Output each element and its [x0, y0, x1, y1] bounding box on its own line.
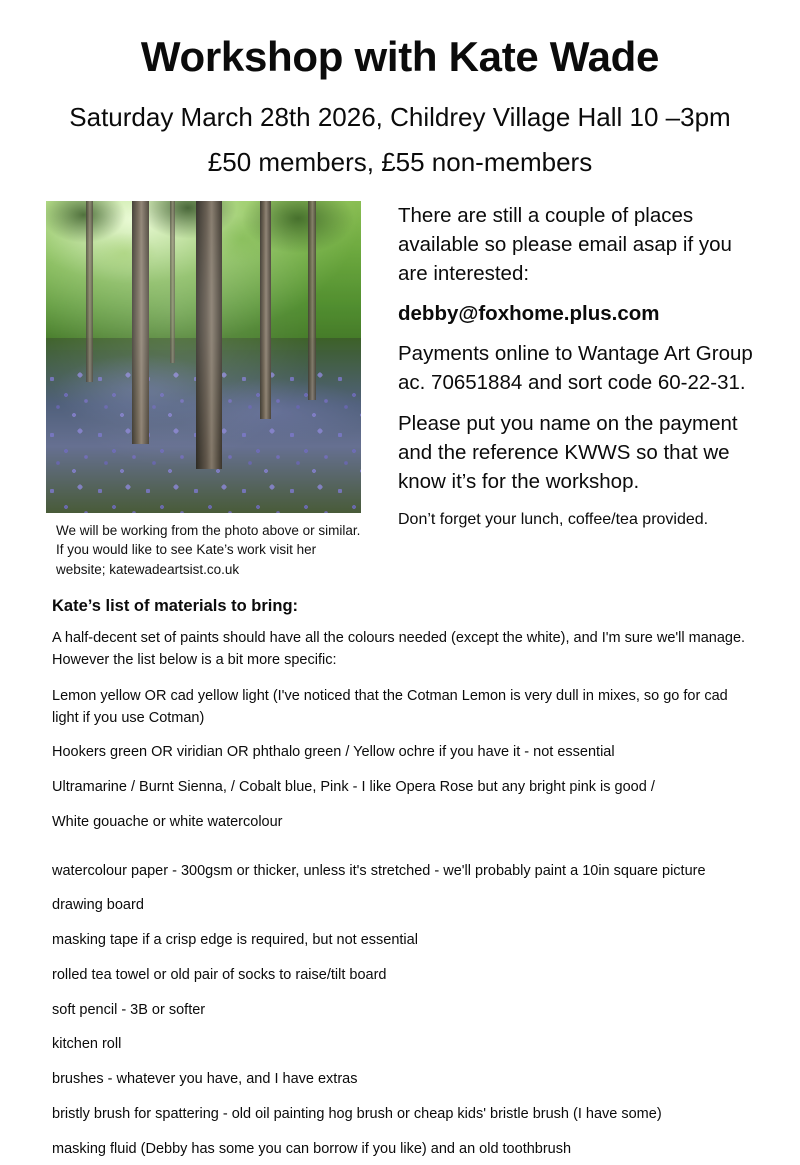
list-item: brushes - whatever you have, and I have extras	[52, 1071, 358, 1087]
availability-text: There are still a couple of places available so please email asap if you are interested:	[398, 203, 732, 285]
list-item: masking fluid (Debby has some you can borrow if you like) and an old toothbrush	[52, 1140, 572, 1157]
list-item: Lemon yellow OR cad yellow light (I've noticed that the Cotman Lemon is very dull in mixes, so go for cad light if you use Cotman)	[52, 687, 728, 726]
list-item: drawing board	[52, 897, 144, 914]
equipment-list	[52, 861, 754, 1161]
details-column	[364, 201, 754, 532]
materials-heading: Kate’s list of materials to bring:	[52, 597, 299, 616]
photo-column	[46, 201, 364, 580]
bluebell-woodland-photo	[46, 201, 361, 513]
list-item: Ultramarine / Burnt Sienna, / Cobalt blue, Pink - I like Opera Rose but any bright pink is good /	[52, 779, 655, 795]
list-item: watercolour paper - 300gsm or thicker, unless it's stretched - we'll probably paint a 10in square picture	[52, 862, 706, 879]
event-price-line: £50 members, £55 non-members	[207, 147, 593, 178]
event-details-line: Saturday March 28th 2026, Childrey Village Hall 10 –3pm	[69, 102, 731, 133]
photo-and-details-section	[0, 201, 800, 580]
list-item: kitchen roll	[52, 1036, 122, 1053]
list-item: masking tape if a crisp edge is required, but not essential	[52, 932, 418, 948]
list-item: rolled tea towel or old pair of socks to raise/tilt board	[52, 966, 387, 983]
page-title: Workshop with Kate Wade	[140, 33, 660, 80]
payment-details-text: Payments online to Wantage Art Group ac. 70651884 and sort code 60-22-31.	[398, 341, 753, 394]
materials-section	[0, 597, 800, 1160]
lunch-note-text: Don’t forget your lunch, coffee/tea provided.	[398, 511, 709, 529]
list-item: soft pencil - 3B or softer	[52, 1001, 206, 1018]
list-item: Hookers green OR viridian OR phthalo green / Yellow ochre if you have it - not essential	[52, 744, 615, 761]
materials-intro: A half-decent set of paints should have all the colours needed (except the white), and I'm sure we'll manage. However the list below is a bit more specific:	[52, 630, 746, 668]
payment-reference-text: Please put you name on the payment and the reference KWWS so that we know it’s for the workshop.	[398, 411, 738, 494]
poster-page	[0, 34, 800, 1165]
photo-light-overlay	[46, 201, 361, 513]
list-item: White gouache or white watercolour	[52, 813, 283, 830]
photo-caption: We will be working from the photo above or similar. If you would like to see Kate’s work visit her website; katewadeartsist.co.uk	[56, 522, 361, 577]
contact-email-link[interactable]: debby@foxhome.plus.com	[398, 301, 660, 325]
section-spacer	[52, 847, 754, 861]
paints-list	[52, 686, 754, 834]
list-item: bristly brush for spattering - old oil painting hog brush or cheap kids' bristle brush (I have some)	[52, 1105, 662, 1122]
